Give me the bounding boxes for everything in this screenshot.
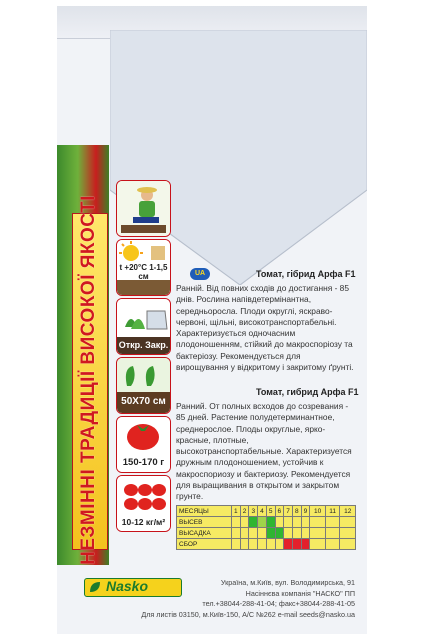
- address-block: [100, 578, 355, 620]
- spacing-label: 50X70 см: [121, 396, 166, 407]
- calendar-cell: [325, 528, 340, 539]
- calendar-cell: [249, 528, 258, 539]
- calendar-cell: [258, 539, 267, 550]
- address-line: тел.+38044-288-41-04; факс+38044-288-41-05: [202, 599, 355, 609]
- calendar-cell: [275, 517, 284, 528]
- sowing-temperature-icon: [116, 239, 171, 296]
- calendar-cell: [232, 539, 241, 550]
- calendar-row: [177, 528, 356, 539]
- calendar-month: 7: [284, 506, 293, 517]
- calendar-cell: [249, 539, 258, 550]
- calendar-cell: [232, 517, 241, 528]
- uk-title: Томат, гібрид Арфа F1: [256, 269, 356, 279]
- calendar-header-label: МЕСЯЦЫ: [177, 506, 232, 517]
- calendar-cell: [292, 517, 301, 528]
- tomato-weight-icon: [116, 416, 171, 473]
- tomato-weight-label: 150-170 г: [122, 457, 165, 468]
- calendar-cell: [266, 539, 275, 550]
- planting-calendar: [176, 505, 356, 550]
- calendar-cell: [325, 539, 340, 550]
- calendar-cell: [232, 528, 241, 539]
- yield-label: 10-12 кг/м²: [121, 517, 166, 527]
- greenhouse-label: Откр. Закр.: [118, 340, 169, 350]
- calendar-month: 12: [340, 506, 356, 517]
- calendar-cell: [240, 539, 249, 550]
- calendar-header-row: [177, 506, 356, 517]
- calendar-cell: [310, 517, 326, 528]
- calendar-cell: [240, 517, 249, 528]
- gardener-icon: [116, 180, 171, 237]
- calendar-cell: [292, 539, 301, 550]
- calendar-cell: [284, 528, 293, 539]
- calendar-cell: [258, 517, 267, 528]
- calendar-row: [177, 539, 356, 550]
- ru-description: Ранний. От полных всходов до созревания - 85 дней. Растение полудетерминантное, среднерослое. Плоды округлые, ярко-красные, плотные, высокотранспортабельные. Характеризуется дружным плодоношением, устойчив к макроспориозу и бактериозу. Рекомендуется для выращивания в открытом и закрытом грунте.: [176, 401, 352, 502]
- address-line: Насіннєва компанія "НАСКО" ПП: [245, 588, 355, 598]
- calendar-cell: [310, 528, 326, 539]
- calendar-cell: [301, 528, 310, 539]
- calendar-month: 3: [249, 506, 258, 517]
- calendar-row-label: СБОР: [177, 539, 232, 550]
- calendar-month: 5: [266, 506, 275, 517]
- calendar-month: 10: [310, 506, 326, 517]
- calendar-cell: [292, 528, 301, 539]
- address-line: Для листів 03150, м.Київ-150, А/С №262 e-mail seeds@nasko.ua: [141, 609, 355, 619]
- ua-badge: UA: [190, 268, 210, 280]
- sowing-temperature-label: t +20°C 1-1,5 см: [119, 263, 168, 281]
- yield-icon: [116, 475, 171, 532]
- calendar-cell: [240, 528, 249, 539]
- address-line: Україна, м.Київ, вул. Володимирська, 91: [220, 578, 355, 587]
- calendar-month: 9: [301, 506, 310, 517]
- calendar-cell: [249, 517, 258, 528]
- calendar-cell: [284, 517, 293, 528]
- icon-column: [116, 180, 171, 534]
- calendar-month: 6: [275, 506, 284, 517]
- calendar-cell: [266, 528, 275, 539]
- calendar-month: 11: [325, 506, 340, 517]
- calendar-cell: [301, 517, 310, 528]
- calendar-cell: [340, 528, 356, 539]
- calendar-cell: [325, 517, 340, 528]
- calendar-cell: [258, 528, 267, 539]
- uk-description: Ранній. Від повних сходів до достигання - 85 днів. Рослина напівдетермінантна, середньоросла. Плоди округлі, яскраво-червоні, щільні, високотранспортабельні. Характеризується одночасним плодоношенням, стійкий до макроспоріозу та бактеріозу. Рекомендується для вирощування у відкритому і закритому ґрунті.: [176, 283, 354, 373]
- calendar-cell: [310, 539, 326, 550]
- calendar-cell: [266, 517, 275, 528]
- calendar-month: 1: [232, 506, 241, 517]
- calendar-cell: [275, 528, 284, 539]
- nasko-logo-text: Nasko: [106, 578, 149, 594]
- calendar-cell: [340, 517, 356, 528]
- calendar-month: 4: [258, 506, 267, 517]
- calendar-row-label: ВЫСАДКА: [177, 528, 232, 539]
- spacing-icon: [116, 357, 171, 414]
- calendar-cell: [301, 539, 310, 550]
- calendar-cell: [340, 539, 356, 550]
- calendar-row: [177, 517, 356, 528]
- calendar-month: 2: [240, 506, 249, 517]
- greenhouse-icon: [116, 298, 171, 355]
- calendar-row-label: ВЫСЕВ: [177, 517, 232, 528]
- calendar-cell: [284, 539, 293, 550]
- quality-banner-text: НЕЗМІННІ ТРАДИЦІЇ ВИСОКОЇ ЯКОСТІ: [78, 195, 99, 565]
- calendar-cell: [275, 539, 284, 550]
- calendar-month: 8: [292, 506, 301, 517]
- ru-title: Томат, гибрид Арфа F1: [256, 387, 359, 397]
